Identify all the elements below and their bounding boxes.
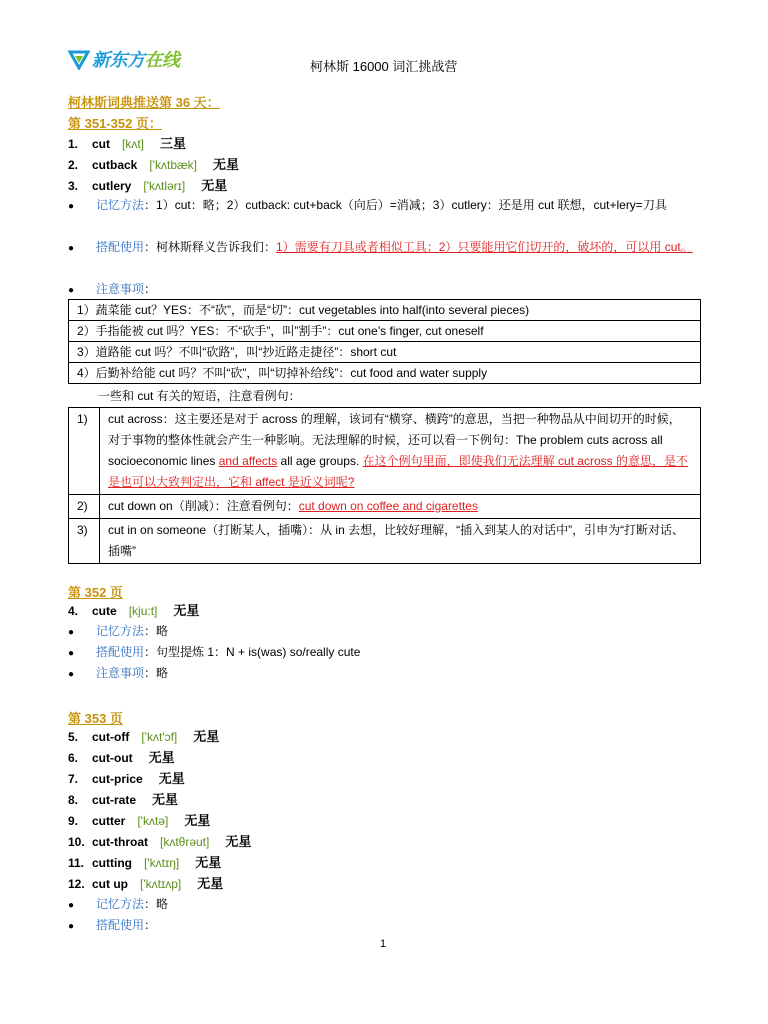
table-cell: 4）后勤补给能 cut 吗？不叫“砍”，叫“切掉补给线”：cut food and water supply [69, 363, 701, 384]
bullet-icon: ● [68, 921, 75, 932]
table-cell [100, 408, 701, 495]
word-list-3 [68, 726, 251, 894]
row-number: 1) [69, 408, 100, 495]
bullet-notes [68, 663, 168, 684]
word-entry [68, 789, 251, 810]
memory-text: ：略 [144, 624, 169, 638]
word-entry [68, 175, 239, 196]
word-number: 10. [68, 835, 85, 849]
collocation-label: 搭配使用 [96, 645, 145, 659]
word-phonetic: [kʌtθrəut] [160, 835, 210, 849]
word-number: 8. [68, 793, 79, 807]
header-title: 柯林斯 16000 词汇挑战营 [310, 59, 458, 74]
word-entry [68, 768, 251, 789]
word-star: 无星 [195, 855, 222, 870]
table-row [69, 300, 701, 321]
word-list-1 [68, 133, 239, 196]
word-text: cutter [92, 814, 126, 828]
word-star: 无星 [193, 729, 220, 744]
memory-text: ：略 [144, 897, 169, 911]
collocation-highlight: 1）需要有刀具或者相似工具；2）只要能用它们切开的，破坏的，可以用 cut。 [276, 240, 693, 254]
word-number: 11. [68, 856, 85, 870]
word-star: 无星 [173, 603, 200, 618]
bullet-icon: ● [68, 243, 75, 254]
table-cell: 2）手指能被 cut 吗？YES：不“砍手”，叫”割手”：cut one’s finger, cut oneself [69, 321, 701, 342]
word-phonetic: ['kʌt'ɔf] [141, 730, 178, 744]
word-entry [68, 154, 239, 175]
collocation-text: ： [144, 918, 157, 932]
word-entry [68, 831, 251, 852]
logo-text-2: 在线 [144, 50, 180, 70]
word-number: 2. [68, 158, 79, 172]
word-text: cute [92, 604, 117, 618]
bullet-memory [68, 621, 168, 642]
word-entry [68, 747, 251, 768]
word-text: cutback [92, 158, 138, 172]
notes-table [68, 299, 701, 384]
word-star: 无星 [197, 876, 224, 891]
word-text: cut-off [92, 730, 130, 744]
word-entry [68, 873, 251, 894]
bullet-collocation [68, 237, 704, 259]
word-star: 无星 [201, 178, 228, 193]
section-352-title: 第 352 页 [68, 585, 123, 600]
bullet-collocation [68, 915, 156, 936]
word-phonetic: [kju:t] [128, 604, 158, 618]
memory-label: 记忆方法 [96, 198, 145, 212]
table-row [69, 363, 701, 384]
notes-label: 注意事项 [96, 282, 145, 296]
collocation-text: ：柯林斯释义告诉我们： [144, 240, 277, 254]
word-entry [68, 726, 251, 747]
section-353-title: 第 353 页 [68, 711, 123, 726]
word-star: 无星 [184, 813, 211, 828]
word-star: 无星 [152, 792, 179, 807]
bullet-icon: ● [68, 900, 75, 911]
word-text: cut [92, 137, 110, 151]
collocation-label: 搭配使用 [96, 240, 145, 254]
phrase-text: cut across：这主要还是对于 across 的理解，该词有“横穿、横跨”的意思，当把一种物品从中间切开的时候，对于事物的整体性就会产生一种影响。无法理解的时候，还可以看一下例句：The problem cuts across all socioeconomic lines [108, 412, 681, 468]
phrase-highlight: 在这个例句里面，即使我们无法理解 cut across 的意思，是不是也可以大致判定出，它和 affect 是近义词呢? [108, 454, 688, 489]
bullet-icon: ● [68, 648, 75, 659]
table-row [69, 408, 701, 495]
memory-label: 记忆方法 [96, 897, 145, 911]
memory-label: 记忆方法 [96, 624, 145, 638]
logo [68, 46, 180, 72]
phrases-intro: 一些和 cut 有关的短语，注意看例句： [98, 389, 301, 403]
word-entry [68, 852, 251, 873]
collocation-label: 搭配使用 [96, 918, 145, 932]
bullet-collocation [68, 642, 360, 663]
table-cell: cut in on someone（打断某人，插嘴）：从 in 去想，比较好理解，“插入到某人的对话中”，引申为“打断对话、插嘴” [100, 519, 701, 564]
table-cell: 1）蔬菜能 cut？YES：不“砍”，而是“切”：cut vegetables into half(into several pieces) [69, 300, 701, 321]
word-text: cut-out [92, 751, 133, 765]
word-phonetic: ['kʌtə] [137, 814, 169, 828]
word-text: cut-price [92, 772, 143, 786]
logo-mark-icon [68, 48, 90, 70]
table-row [69, 342, 701, 363]
word-star: 无星 [148, 750, 175, 765]
word-number: 12. [68, 877, 85, 891]
word-number: 3. [68, 179, 79, 193]
notes-colon: ： [144, 282, 157, 296]
word-entry [68, 600, 199, 621]
bullet-memory [68, 894, 168, 915]
table-row [69, 321, 701, 342]
page-number: 1 [380, 938, 387, 950]
word-text: cut up [92, 877, 128, 891]
word-star: 无星 [225, 834, 252, 849]
bullet-memory [68, 195, 704, 217]
word-number: 7. [68, 772, 79, 786]
intro-day: 柯林斯词典推送第 36 天： [68, 95, 220, 110]
logo-text-1: 新东方 [92, 50, 145, 70]
word-entry [68, 810, 251, 831]
intro-pages: 第 351-352 页： [68, 116, 162, 131]
word-star: 三星 [160, 136, 187, 151]
phrase-text: all age groups. [277, 454, 363, 468]
notes-text: ：略 [144, 666, 169, 680]
word-star: 无星 [158, 771, 185, 786]
bullet-icon: ● [68, 627, 75, 638]
word-number: 4. [68, 604, 79, 618]
bullet-icon: ● [68, 669, 75, 680]
bullet-icon: ● [68, 285, 75, 296]
phrase-highlight: cut down on coffee and cigarettes [298, 499, 478, 513]
notes-label: 注意事项 [96, 666, 145, 680]
word-text: cutting [92, 856, 132, 870]
phrase-highlight: and affects [218, 454, 278, 468]
word-phonetic: ['kʌtɪŋ] [144, 856, 180, 870]
phrases-table [68, 407, 701, 564]
table-cell [100, 495, 701, 519]
word-text: cut-throat [92, 835, 148, 849]
bullet-icon: ● [68, 201, 75, 212]
collocation-text: ：句型提炼 1：N + is(was) so/really cute [144, 645, 361, 659]
word-number: 6. [68, 751, 79, 765]
word-phonetic: ['kʌtbæk] [149, 158, 197, 172]
table-cell: 3）道路能 cut 吗？不叫“砍路”，叫“抄近路走捷径”：short cut [69, 342, 701, 363]
word-entry [68, 133, 239, 154]
word-phonetic: ['kʌtlərɪ] [143, 179, 186, 193]
phrase-text: cut down on（削减）：注意看例句： [108, 499, 299, 513]
word-star: 无星 [213, 157, 240, 172]
word-text: cut-rate [92, 793, 137, 807]
word-text: cutlery [92, 179, 132, 193]
word-number: 9. [68, 814, 79, 828]
memory-text: ：1）cut：略；2）cutback: cut+back（向后）=消减；3）cutlery：还是用 cut 联想，cut+lery=刀具 [144, 198, 667, 212]
word-number: 1. [68, 137, 79, 151]
word-number: 5. [68, 730, 79, 744]
row-number: 3) [69, 519, 100, 564]
row-number: 2) [69, 495, 100, 519]
word-phonetic: [kʌt] [122, 137, 145, 151]
table-row [69, 495, 701, 519]
bullet-notes [68, 279, 156, 300]
table-row [69, 519, 701, 564]
word-phonetic: ['kʌtɪʌp] [140, 877, 182, 891]
